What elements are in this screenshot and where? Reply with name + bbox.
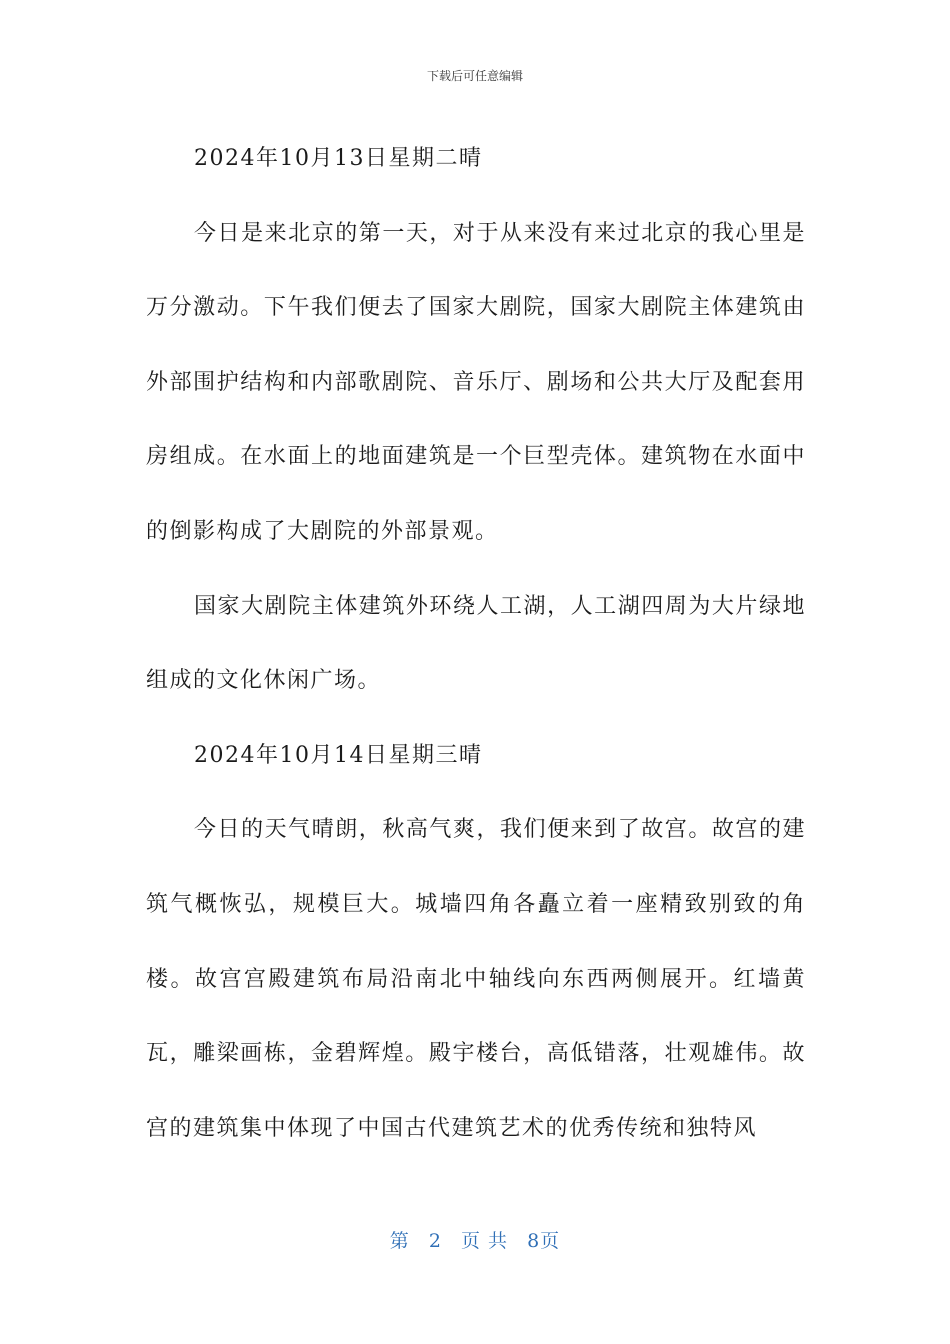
document-body: [146, 122, 806, 1166]
body-paragraph: 今日是来北京的第一天，对于从来没有来过北京的我心里是万分激动。下午我们便去了国家大剧院，国家大剧院主体建筑由外部围护结构和内部歌剧院、音乐厅、剧场和公共大厅及配套用房组成。在水面上的地面建筑是一个巨型壳体。建筑物在水面中的倒影构成了大剧院的外部景观。: [146, 220, 806, 544]
body-paragraph: 国家大剧院主体建筑外环绕人工湖，人工湖四周为大片绿地组成的文化休闲广场。: [146, 593, 806, 694]
body-paragraph: 今日的天气晴朗，秋高气爽，我们便来到了故宫。故宫的建筑气概恢弘，规模巨大。城墙四角各矗立着一座精致别致的角楼。故宫宫殿建筑布局沿南北中轴线向东西两侧展开。红墙黄瓦，雕梁画栋，金碧辉煌。殿宇楼台，高低错落，壮观雄伟。故宫的建筑集中体现了中国古代建筑艺术的优秀传统和独特风: [146, 817, 806, 1141]
page-current: 2: [428, 1230, 442, 1252]
page-prefix: 第: [389, 1230, 410, 1252]
header-note: 下载后可任意编辑: [426, 69, 523, 83]
diary-date-heading: 2024年10月14日星期三晴: [194, 742, 483, 768]
diary-date-heading: 2024年10月13日星期二晴: [194, 146, 483, 171]
page-middle: 页 共: [461, 1230, 509, 1252]
page-total: 8页: [527, 1230, 561, 1252]
page-number-footer: [0, 1226, 950, 1253]
